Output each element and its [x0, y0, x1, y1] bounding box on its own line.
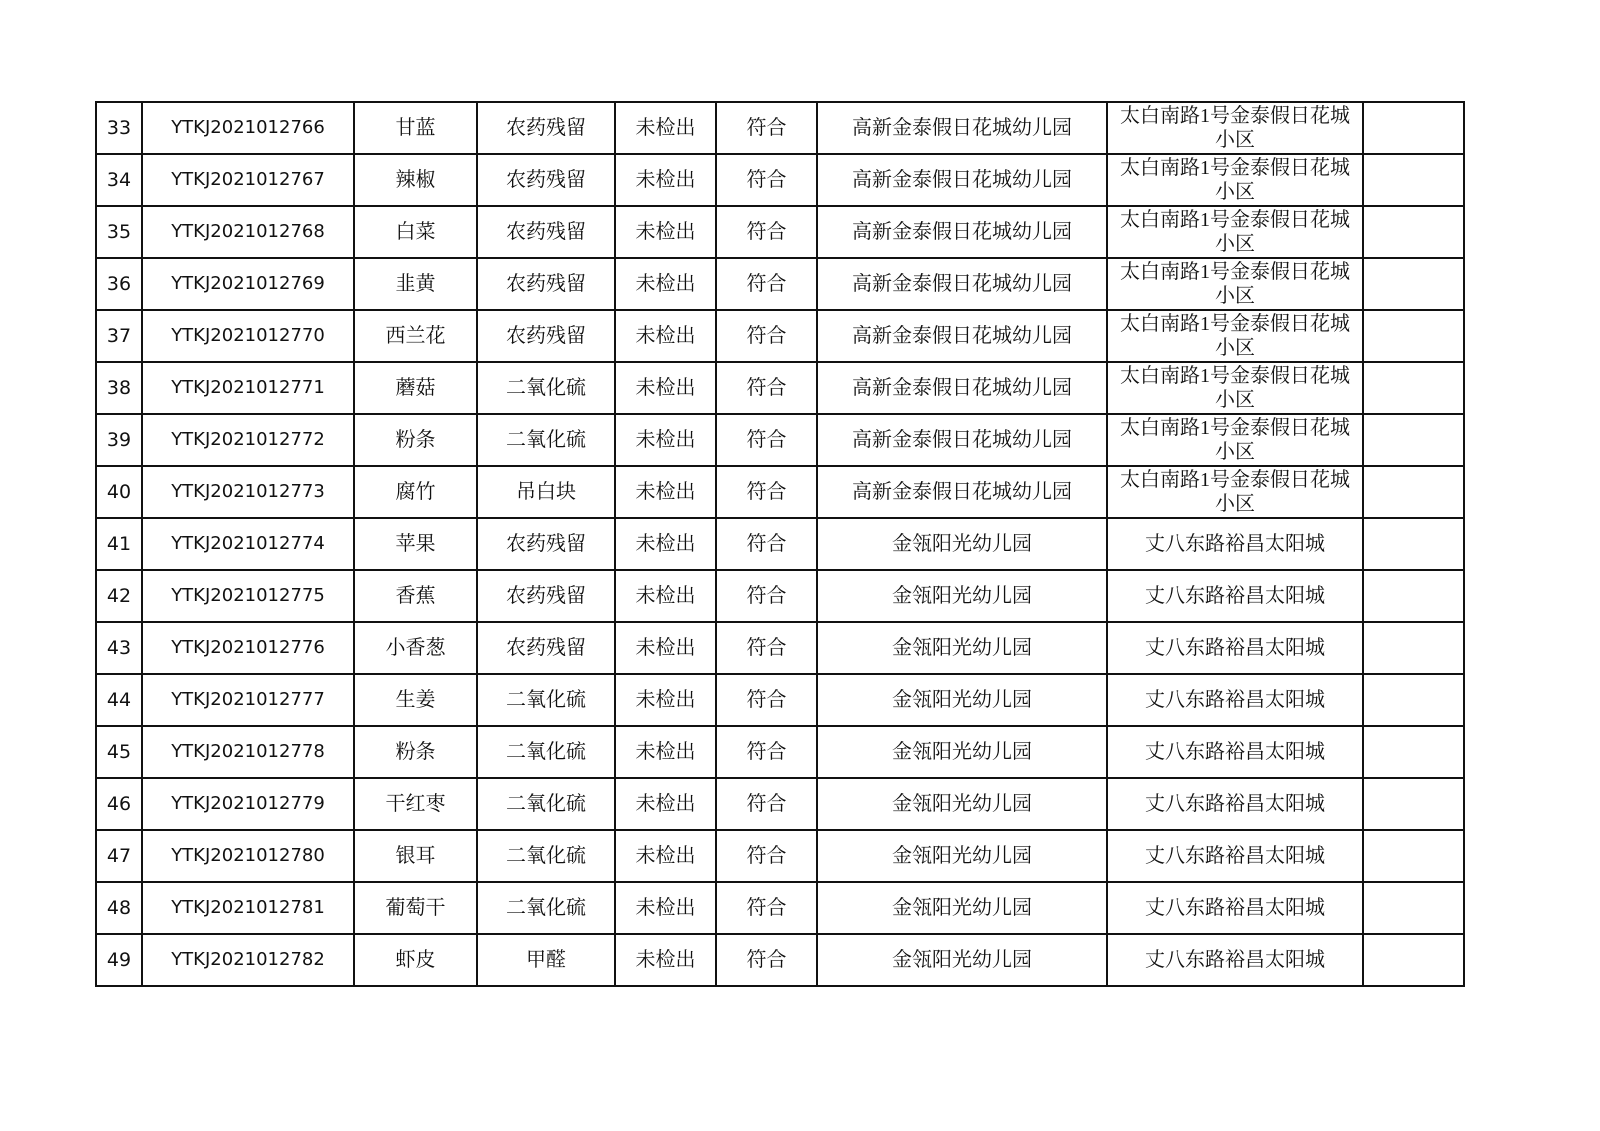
test-result-cell: 未检出 [615, 362, 716, 414]
inspection-results-table [95, 101, 1465, 987]
sample-id-cell: YTKJ2021012778 [142, 726, 354, 778]
test-result-cell: 未检出 [615, 206, 716, 258]
test-result-cell: 未检出 [615, 466, 716, 518]
judgment-cell: 符合 [716, 310, 817, 362]
table-row [96, 466, 1464, 518]
test-item-cell: 农药残留 [477, 310, 615, 362]
kindergarten-name-cell: 高新金泰假日花城幼儿园 [817, 206, 1107, 258]
address-cell: 丈八东路裕昌太阳城 [1107, 726, 1363, 778]
test-result-cell: 未检出 [615, 934, 716, 986]
row-number-cell: 46 [96, 778, 142, 830]
kindergarten-name-cell: 高新金泰假日花城幼儿园 [817, 258, 1107, 310]
table-row [96, 154, 1464, 206]
kindergarten-name-cell: 高新金泰假日花城幼儿园 [817, 102, 1107, 154]
address-cell: 丈八东路裕昌太阳城 [1107, 570, 1363, 622]
address-cell: 太白南路1号金泰假日花城小区 [1107, 102, 1363, 154]
remark-cell [1363, 778, 1464, 830]
address-cell: 丈八东路裕昌太阳城 [1107, 622, 1363, 674]
row-number-cell: 36 [96, 258, 142, 310]
table-row [96, 726, 1464, 778]
remark-cell [1363, 726, 1464, 778]
address-cell: 丈八东路裕昌太阳城 [1107, 518, 1363, 570]
row-number-cell: 33 [96, 102, 142, 154]
judgment-cell: 符合 [716, 518, 817, 570]
remark-cell [1363, 206, 1464, 258]
kindergarten-name-cell: 金瓴阳光幼儿园 [817, 726, 1107, 778]
sample-id-cell: YTKJ2021012768 [142, 206, 354, 258]
sample-id-cell: YTKJ2021012769 [142, 258, 354, 310]
sample-name-cell: 葡萄干 [354, 882, 477, 934]
row-number-cell: 34 [96, 154, 142, 206]
judgment-cell: 符合 [716, 570, 817, 622]
sample-id-cell: YTKJ2021012780 [142, 830, 354, 882]
sample-name-cell: 西兰花 [354, 310, 477, 362]
kindergarten-name-cell: 金瓴阳光幼儿园 [817, 778, 1107, 830]
test-result-cell: 未检出 [615, 102, 716, 154]
sample-name-cell: 辣椒 [354, 154, 477, 206]
judgment-cell: 符合 [716, 466, 817, 518]
sample-name-cell: 小香葱 [354, 622, 477, 674]
sample-id-cell: YTKJ2021012767 [142, 154, 354, 206]
test-item-cell: 二氧化硫 [477, 882, 615, 934]
sample-name-cell: 干红枣 [354, 778, 477, 830]
test-result-cell: 未检出 [615, 622, 716, 674]
test-result-cell: 未检出 [615, 882, 716, 934]
table-row [96, 778, 1464, 830]
row-number-cell: 41 [96, 518, 142, 570]
table-row [96, 414, 1464, 466]
test-item-cell: 农药残留 [477, 206, 615, 258]
test-result-cell: 未检出 [615, 726, 716, 778]
test-result-cell: 未检出 [615, 830, 716, 882]
sample-id-cell: YTKJ2021012775 [142, 570, 354, 622]
test-item-cell: 农药残留 [477, 102, 615, 154]
test-result-cell: 未检出 [615, 258, 716, 310]
test-result-cell: 未检出 [615, 570, 716, 622]
sample-id-cell: YTKJ2021012776 [142, 622, 354, 674]
sample-id-cell: YTKJ2021012772 [142, 414, 354, 466]
sample-name-cell: 甘蓝 [354, 102, 477, 154]
kindergarten-name-cell: 金瓴阳光幼儿园 [817, 674, 1107, 726]
sample-id-cell: YTKJ2021012782 [142, 934, 354, 986]
sample-id-cell: YTKJ2021012773 [142, 466, 354, 518]
sample-id-cell: YTKJ2021012770 [142, 310, 354, 362]
kindergarten-name-cell: 金瓴阳光幼儿园 [817, 570, 1107, 622]
remark-cell [1363, 362, 1464, 414]
kindergarten-name-cell: 金瓴阳光幼儿园 [817, 934, 1107, 986]
judgment-cell: 符合 [716, 882, 817, 934]
sample-name-cell: 粉条 [354, 726, 477, 778]
kindergarten-name-cell: 高新金泰假日花城幼儿园 [817, 310, 1107, 362]
remark-cell [1363, 622, 1464, 674]
row-number-cell: 37 [96, 310, 142, 362]
judgment-cell: 符合 [716, 258, 817, 310]
judgment-cell: 符合 [716, 830, 817, 882]
remark-cell [1363, 414, 1464, 466]
sample-name-cell: 苹果 [354, 518, 477, 570]
address-cell: 丈八东路裕昌太阳城 [1107, 674, 1363, 726]
test-result-cell: 未检出 [615, 414, 716, 466]
test-item-cell: 二氧化硫 [477, 674, 615, 726]
table-row [96, 258, 1464, 310]
row-number-cell: 47 [96, 830, 142, 882]
address-cell: 太白南路1号金泰假日花城小区 [1107, 258, 1363, 310]
address-cell: 丈八东路裕昌太阳城 [1107, 882, 1363, 934]
sample-id-cell: YTKJ2021012774 [142, 518, 354, 570]
test-item-cell: 农药残留 [477, 570, 615, 622]
judgment-cell: 符合 [716, 154, 817, 206]
judgment-cell: 符合 [716, 674, 817, 726]
table-row [96, 310, 1464, 362]
row-number-cell: 40 [96, 466, 142, 518]
remark-cell [1363, 102, 1464, 154]
address-cell: 丈八东路裕昌太阳城 [1107, 830, 1363, 882]
test-item-cell: 二氧化硫 [477, 414, 615, 466]
address-cell: 太白南路1号金泰假日花城小区 [1107, 414, 1363, 466]
address-cell: 太白南路1号金泰假日花城小区 [1107, 310, 1363, 362]
row-number-cell: 48 [96, 882, 142, 934]
sample-name-cell: 银耳 [354, 830, 477, 882]
kindergarten-name-cell: 金瓴阳光幼儿园 [817, 882, 1107, 934]
judgment-cell: 符合 [716, 934, 817, 986]
sample-name-cell: 香蕉 [354, 570, 477, 622]
remark-cell [1363, 518, 1464, 570]
row-number-cell: 38 [96, 362, 142, 414]
test-item-cell: 二氧化硫 [477, 778, 615, 830]
judgment-cell: 符合 [716, 726, 817, 778]
judgment-cell: 符合 [716, 622, 817, 674]
address-cell: 太白南路1号金泰假日花城小区 [1107, 206, 1363, 258]
kindergarten-name-cell: 高新金泰假日花城幼儿园 [817, 466, 1107, 518]
row-number-cell: 44 [96, 674, 142, 726]
sample-id-cell: YTKJ2021012779 [142, 778, 354, 830]
table-row [96, 882, 1464, 934]
kindergarten-name-cell: 高新金泰假日花城幼儿园 [817, 362, 1107, 414]
test-item-cell: 二氧化硫 [477, 726, 615, 778]
test-item-cell: 吊白块 [477, 466, 615, 518]
address-cell: 太白南路1号金泰假日花城小区 [1107, 466, 1363, 518]
table-body [96, 102, 1464, 986]
sample-id-cell: YTKJ2021012771 [142, 362, 354, 414]
test-result-cell: 未检出 [615, 778, 716, 830]
sample-name-cell: 韭黄 [354, 258, 477, 310]
sample-id-cell: YTKJ2021012766 [142, 102, 354, 154]
test-result-cell: 未检出 [615, 674, 716, 726]
row-number-cell: 49 [96, 934, 142, 986]
kindergarten-name-cell: 高新金泰假日花城幼儿园 [817, 414, 1107, 466]
kindergarten-name-cell: 金瓴阳光幼儿园 [817, 622, 1107, 674]
test-item-cell: 农药残留 [477, 622, 615, 674]
remark-cell [1363, 934, 1464, 986]
table-row [96, 830, 1464, 882]
sample-name-cell: 蘑菇 [354, 362, 477, 414]
test-result-cell: 未检出 [615, 154, 716, 206]
test-item-cell: 农药残留 [477, 518, 615, 570]
judgment-cell: 符合 [716, 362, 817, 414]
test-result-cell: 未检出 [615, 518, 716, 570]
kindergarten-name-cell: 金瓴阳光幼儿园 [817, 830, 1107, 882]
table-row [96, 570, 1464, 622]
remark-cell [1363, 466, 1464, 518]
remark-cell [1363, 882, 1464, 934]
judgment-cell: 符合 [716, 778, 817, 830]
table-row [96, 934, 1464, 986]
row-number-cell: 39 [96, 414, 142, 466]
sample-name-cell: 粉条 [354, 414, 477, 466]
row-number-cell: 45 [96, 726, 142, 778]
table-row [96, 622, 1464, 674]
sample-id-cell: YTKJ2021012777 [142, 674, 354, 726]
judgment-cell: 符合 [716, 414, 817, 466]
address-cell: 丈八东路裕昌太阳城 [1107, 778, 1363, 830]
sample-id-cell: YTKJ2021012781 [142, 882, 354, 934]
test-item-cell: 二氧化硫 [477, 830, 615, 882]
kindergarten-name-cell: 高新金泰假日花城幼儿园 [817, 154, 1107, 206]
test-item-cell: 农药残留 [477, 154, 615, 206]
test-item-cell: 甲醛 [477, 934, 615, 986]
table-row [96, 102, 1464, 154]
sample-name-cell: 腐竹 [354, 466, 477, 518]
remark-cell [1363, 570, 1464, 622]
table-row [96, 206, 1464, 258]
remark-cell [1363, 154, 1464, 206]
judgment-cell: 符合 [716, 206, 817, 258]
table-row [96, 674, 1464, 726]
address-cell: 丈八东路裕昌太阳城 [1107, 934, 1363, 986]
kindergarten-name-cell: 金瓴阳光幼儿园 [817, 518, 1107, 570]
address-cell: 太白南路1号金泰假日花城小区 [1107, 154, 1363, 206]
address-cell: 太白南路1号金泰假日花城小区 [1107, 362, 1363, 414]
remark-cell [1363, 830, 1464, 882]
test-item-cell: 农药残留 [477, 258, 615, 310]
remark-cell [1363, 310, 1464, 362]
sample-name-cell: 虾皮 [354, 934, 477, 986]
row-number-cell: 35 [96, 206, 142, 258]
row-number-cell: 43 [96, 622, 142, 674]
row-number-cell: 42 [96, 570, 142, 622]
sample-name-cell: 生姜 [354, 674, 477, 726]
test-result-cell: 未检出 [615, 310, 716, 362]
remark-cell [1363, 674, 1464, 726]
table-row [96, 362, 1464, 414]
test-item-cell: 二氧化硫 [477, 362, 615, 414]
judgment-cell: 符合 [716, 102, 817, 154]
remark-cell [1363, 258, 1464, 310]
sample-name-cell: 白菜 [354, 206, 477, 258]
table-row [96, 518, 1464, 570]
